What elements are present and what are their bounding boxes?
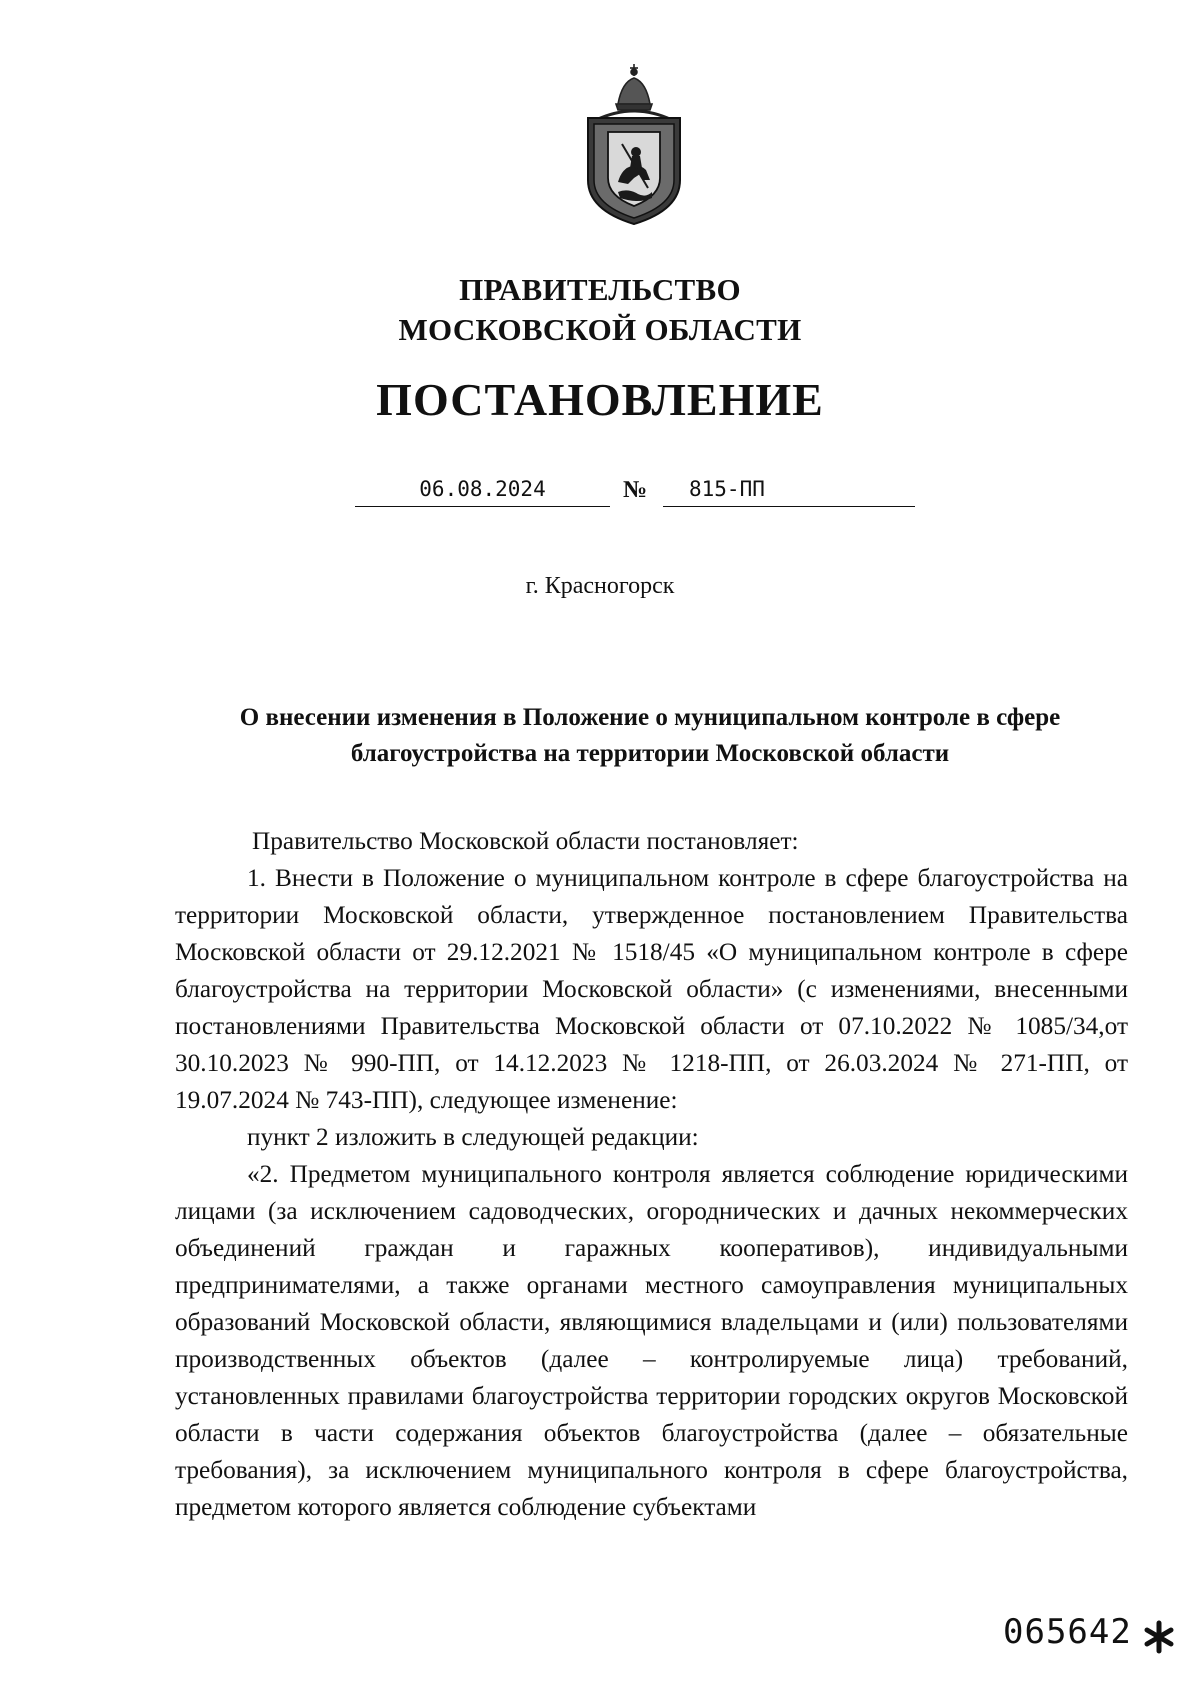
date-number-line xyxy=(355,474,915,508)
asterisk-icon xyxy=(1142,1620,1176,1654)
body-paragraph-3: «2. Предметом муниципального контроля является соблюдение юридическими лицами (за исключением садоводческих, огороднических и дачных некоммерческих объединений граждан и гаражных кооперативов), индивидуальными предпринимателями, а также органами местного самоуправления муниципальных образований Московской области, являющимися владельцами и (или) пользователями производственных объектов (далее – контролируемые лица) требований, установленных правилами благоустройства территории городских округов Московской области в части содержания объектов благоустройства (далее – обязательные требования), за исключением муниципального контроля в сфере благоустройства, предметом которого является соблюдение субъектами xyxy=(175,1160,1128,1521)
document-date: 06.08.2024 xyxy=(355,474,610,507)
title-line-1: О внесении изменения в Положение о муниципальном контроле в сфере xyxy=(239,704,1061,731)
document-title xyxy=(170,700,1130,772)
serial-number: 065642 xyxy=(1003,1612,1132,1652)
document-type: ПОСТАНОВЛЕНИЕ xyxy=(376,374,824,425)
body-paragraph-preamble: Правительство Московской области постановляет: xyxy=(252,827,799,855)
document-number: 815-ПП xyxy=(663,474,915,507)
city-line: г. Красногорск xyxy=(525,573,675,599)
issuer-line-2: МОСКОВСКОЙ ОБЛАСТИ xyxy=(398,312,802,347)
body-paragraph-1: 1. Внести в Положение о муниципальном контроле в сфере благоустройства на территории Московской области, утвержденное постановлением Правительства Московской области от 29.12.2021 № 1518/45 «О муниципальном контроле в сфере благоустройства на территории Московской области» (с изменениями, внесенными постановлениями Правительства Московской области от 07.10.2022 № 1085/34,от 30.10.2023 № 990-ПП, от 14.12.2023 № 1218-ПП, от 26.03.2024 № 271-ПП, от 19.07.2024 № 743-ПП), следующее изменение: xyxy=(175,864,1128,1114)
body-paragraph-2: пункт 2 изложить в следующей редакции: xyxy=(247,1123,699,1151)
issuer-line-1: ПРАВИТЕЛЬСТВО xyxy=(459,272,741,307)
title-line-2: благоустройства на территории Московской области xyxy=(350,740,950,767)
document-body xyxy=(175,823,1128,1526)
issuer-name xyxy=(0,270,1200,350)
number-sign: № xyxy=(623,477,648,503)
coat-of-arms-emblem xyxy=(578,60,690,228)
